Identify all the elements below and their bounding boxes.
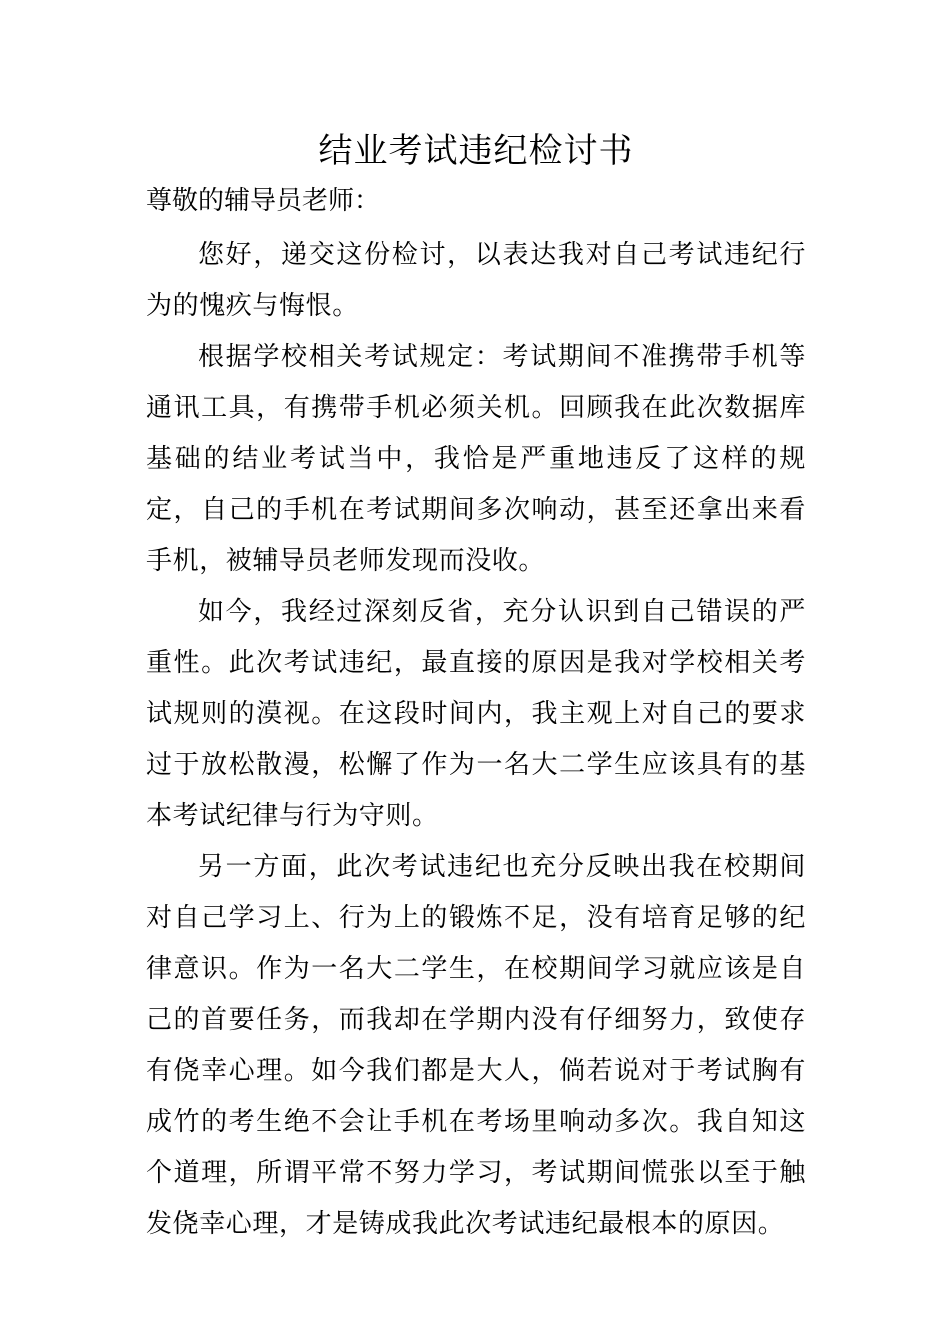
- salutation: 尊敬的辅导员老师：: [146, 186, 381, 216]
- paragraph-greeting: 您好，递交这份检讨，以表达我对自己考试违纪行为的愧疚与悔恨。: [146, 240, 806, 321]
- document-body: [146, 118, 806, 1250]
- paragraph-root-cause: 另一方面，此次考试违纪也充分反映出我在校期间对自己学习上、行为上的锻炼不足，没有培育足够的纪律意识。作为一名大二学生，在校期间学习就应该是自己的首要任务，而我却在学期内没有仔细努力，致使存有侥幸心理。如今我们都是大人，倘若说对于考试胸有成竹的考生绝不会让手机在考场里响动多次。我自知这个道理，所谓平常不努力学习，考试期间慌张以至于触发侥幸心理，才是铸成我此次考试违纪最根本的原因。: [146, 852, 806, 1239]
- paragraph-reflection: 如今，我经过深刻反省，充分认识到自己错误的严重性。此次考试违纪，最直接的原因是我对学校相关考试规则的漠视。在这段时间内，我主观上对自己的要求过于放松散漫，松懈了作为一名大二学生应该具有的基本考试纪律与行为守则。: [146, 597, 806, 831]
- document-title: 结业考试违纪检讨书: [318, 131, 634, 171]
- paragraph-rule-violation: 根据学校相关考试规定：考试期间不准携带手机等通讯工具，有携带手机必须关机。回顾我在此次数据库基础的结业考试当中，我恰是严重地违反了这样的规定，自己的手机在考试期间多次响动，甚至还拿出来看手机，被辅导员老师发现而没收。: [146, 342, 806, 576]
